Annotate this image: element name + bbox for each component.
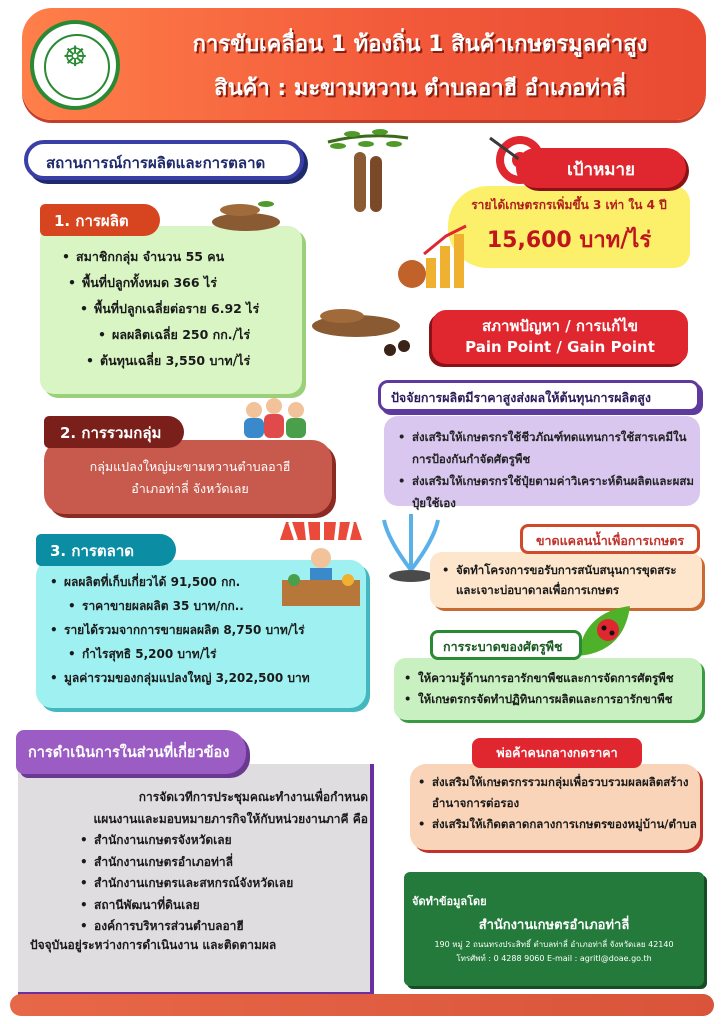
related-status: ปัจจุบันอยู่ระหว่างการดำเนินงาน และติดตามผล [30, 938, 277, 952]
pests-heading: การระบาดของศัตรูพืช [430, 630, 582, 660]
middleman-solutions-list [418, 772, 700, 835]
list-item: • ต้นทุนเฉลี่ย 3,550 บาท/ไร่ [86, 348, 302, 374]
list-item: • ส่งเสริมให้เกษตรกรใช้ปุ๋ยตามค่าวิเคราะห์ดินผลิตและผสมปุ๋ยใช้เอง [398, 470, 694, 514]
list-item: • กำไรสุทธิ 5,200 บาท/ไร่ [68, 642, 366, 666]
ladybug-leaf-icon [574, 602, 634, 660]
tamarind-pods-illustration [206, 196, 286, 240]
middleman-heading: พ่อค้าคนกลางกดราคา [472, 738, 642, 768]
list-item: • สำนักงานเกษตรอำเภอท่าลี่ [80, 852, 360, 874]
water-solutions-list [442, 560, 692, 600]
list-item: • สมาชิกกลุ่ม จำนวน 55 คน [62, 244, 302, 270]
tamarind-pods-illustration [306, 298, 416, 362]
source-label: จัดทำข้อมูลโดย [412, 895, 487, 908]
goal-value: 15,600 บาท/ไร่ [486, 228, 652, 253]
production-list [62, 244, 302, 374]
agency-logo: ☸ [30, 20, 120, 110]
list-item: • จัดทำโครงการขอรับการสนับสนุนการขุดสระและเจาะบ่อบาดาลเพื่อการเกษตร [442, 560, 692, 600]
goal-heading: เป้าหมาย [516, 148, 686, 188]
list-item: • ผลผลิตที่เก็บเกี่ยวได้ 91,500 กก. [50, 570, 366, 594]
production-heading: 1. การผลิต [40, 204, 160, 236]
page-subtitle: สินค้า : มะขามหวาน ตำบลอาฮี อำเภอท่าลี่ [214, 76, 626, 101]
list-item: • องค์การบริหารส่วนตำบลอาฮี [80, 916, 360, 938]
list-item: • พื้นที่ปลูกเฉลี่ยต่อราย 6.92 ไร่ [80, 296, 302, 322]
source-address: 190 หมู่ 2 ถนนทรงประสิทธิ์ ตำบลท่าลี่ อำเภอท่าลี่ จังหวัดเลย 42140 [434, 940, 674, 949]
page-title: การขับเคลื่อน 1 ท้องถิ่น 1 สินค้าเกษตรมูลค่าสูง [192, 32, 648, 57]
related-intro [22, 786, 368, 830]
list-item: • พื้นที่ปลูกทั้งหมด 366 ไร่ [68, 270, 302, 296]
marketing-heading: 3. การตลาด [36, 534, 176, 566]
group-location-line: อำเภอท่าลี่ จังหวัดเลย [131, 481, 249, 496]
footer-bar [10, 994, 714, 1016]
agency-list [80, 830, 360, 938]
cost-solutions-list [398, 426, 694, 514]
list-item: • สำนักงานเกษตรจังหวัดเลย [80, 830, 360, 852]
group-description [60, 456, 320, 500]
related-intro-line: แผนงานและมอบหมายภารกิจให้กับหน่วยงานภาคี คือ [93, 812, 368, 826]
source-contact: โทรศัพท์ : 0 4288 9060 E-mail : agritl@doae.go.th [456, 954, 652, 963]
list-item: • ส่งเสริมให้เกิดตลาดกลางการเกษตรของหมู่บ้าน/ตำบล [418, 814, 700, 835]
group-name-line: กลุ่มแปลงใหญ่มะขามหวานตำบลอาฮี [89, 459, 291, 474]
pests-solutions-list [404, 668, 700, 710]
problems-heading-line: Pain Point / Gain Point [465, 338, 655, 356]
problems-heading [432, 310, 688, 364]
source-organization: สำนักงานเกษตรอำเภอท่าลี่ [478, 918, 630, 933]
list-item: • ส่งเสริมให้เกษตรกรใช้ชีวภัณฑ์ทดแทนการใช้สารเคมีในการป้องกันกำจัดศัตรูพืช [398, 426, 694, 470]
related-intro-line: การจัดเวทีการประชุมคณะทำงานเพื่อกำหนด [138, 790, 368, 804]
list-item: • ผลผลิตเฉลี่ย 250 กก./ไร่ [98, 322, 302, 348]
list-item: • ให้เกษตรกรจัดทำปฏิทินการผลิตและการอารักขาพืช [404, 689, 700, 710]
list-item: • รายได้รวมจากการขายผลผลิต 8,750 บาท/ไร่ [50, 618, 366, 642]
problems-heading-line: สภาพปัญหา / การแก้ไข [482, 317, 638, 335]
group-heading: 2. การรวมกลุ่ม [44, 416, 184, 448]
goal-description: รายได้เกษตรกรเพิ่มขึ้น 3 เท่า ใน 4 ปี [471, 198, 667, 212]
list-item: • ราคาขายผลผลิต 35 บาท/กก.. [68, 594, 366, 618]
cost-heading: ปัจจัยการผลิตมีราคาสูงส่งผลให้ต้นทุนการผลิตสูง [378, 380, 700, 412]
tamarind-branch-illustration [318, 122, 418, 222]
marketing-list [50, 570, 366, 690]
water-heading: ขาดแคลนน้ำเพื่อการเกษตร [520, 524, 700, 554]
money-growth-icon [396, 218, 472, 294]
list-item: • ให้ความรู้ด้านการอารักขาพืชและการจัดการศัตรูพืช [404, 668, 700, 689]
related-operations-heading: การดำเนินการในส่วนที่เกี่ยวข้อง [16, 730, 246, 774]
list-item: • ส่งเสริมให้เกษตรกรรวมกลุ่มเพื่อรวบรวมผลผลิตสร้างอำนาจการต่อรอง [418, 772, 700, 814]
situation-heading: สถานการณ์การผลิตและการตลาด [24, 140, 304, 180]
farmers-group-illustration [240, 396, 310, 440]
list-item: • สถานีพัฒนาที่ดินเลย [80, 895, 360, 917]
list-item: • สำนักงานเกษตรและสหกรณ์จังหวัดเลย [80, 873, 360, 895]
list-item: • มูลค่ารวมของกลุ่มแปลงใหญ่ 3,202,500 บาท [50, 666, 366, 690]
